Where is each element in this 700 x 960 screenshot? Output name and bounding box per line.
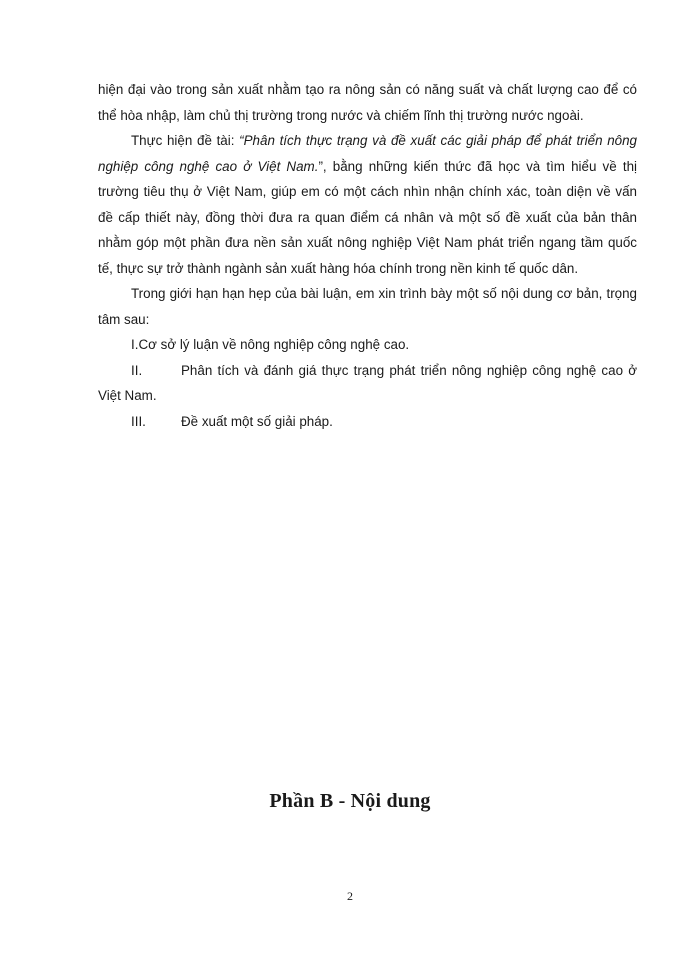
- outline-number: III.: [131, 413, 146, 429]
- page-number: 2: [347, 889, 353, 903]
- outline-item-3: [98, 409, 637, 435]
- outline-text: Đề xuất một số giải pháp.: [181, 413, 333, 429]
- scope-paragraph: Trong giới hạn hạn hẹp của bài luận, em xin trình bày một số nội dung cơ bản, trọng tâm sau:: [98, 286, 637, 327]
- body-text: [98, 77, 637, 434]
- topic-suffix: ”, bằng những kiến thức đã học và tìm hiểu về thị trường tiêu thụ ở Việt Nam, giúp em có một cách nhìn nhận chính xác, toàn diện về vấn đề cấp thiết này, đồng thời đưa ra quan điểm cá nhân và một số đề xuất của bản thân nhằm góp một phần đưa nền sản xuất nông nghiệp Việt Nam phát triển ngang tầm quốc tế, thực sự trở thành ngành sản xuất hàng hóa chính trong nền kinh tế quốc dân.: [98, 158, 637, 276]
- topic-prefix: Thực hiện đề tài:: [131, 133, 240, 148]
- outline-item-2: [98, 358, 637, 409]
- outline-text: Cơ sở lý luận về nông nghiệp công nghệ cao.: [138, 337, 410, 352]
- outline-text: Phân tích và đánh giá thực trạng phát triển nông nghiệp công nghệ cao ở Việt Nam.: [98, 362, 637, 403]
- outline-number: II.: [131, 362, 143, 378]
- outline-item-1: [98, 332, 637, 358]
- outline-number: I.: [131, 337, 139, 352]
- topic-title: “Phân tích thực trạng và đề xuất các giải pháp để phát triển nông nghiệp công nghệ cao ở Việt Nam.: [98, 133, 637, 174]
- topic-paragraph: [98, 128, 637, 281]
- intro-paragraph: hiện đại vào trong sản xuất nhằm tạo ra nông sản có năng suất và chất lượng cao để có thể hòa nhập, làm chủ thị trường trong nước và chiếm lĩnh thị trường nước ngoài.: [98, 82, 637, 123]
- section-heading: Phần B - Nội dung: [269, 790, 431, 812]
